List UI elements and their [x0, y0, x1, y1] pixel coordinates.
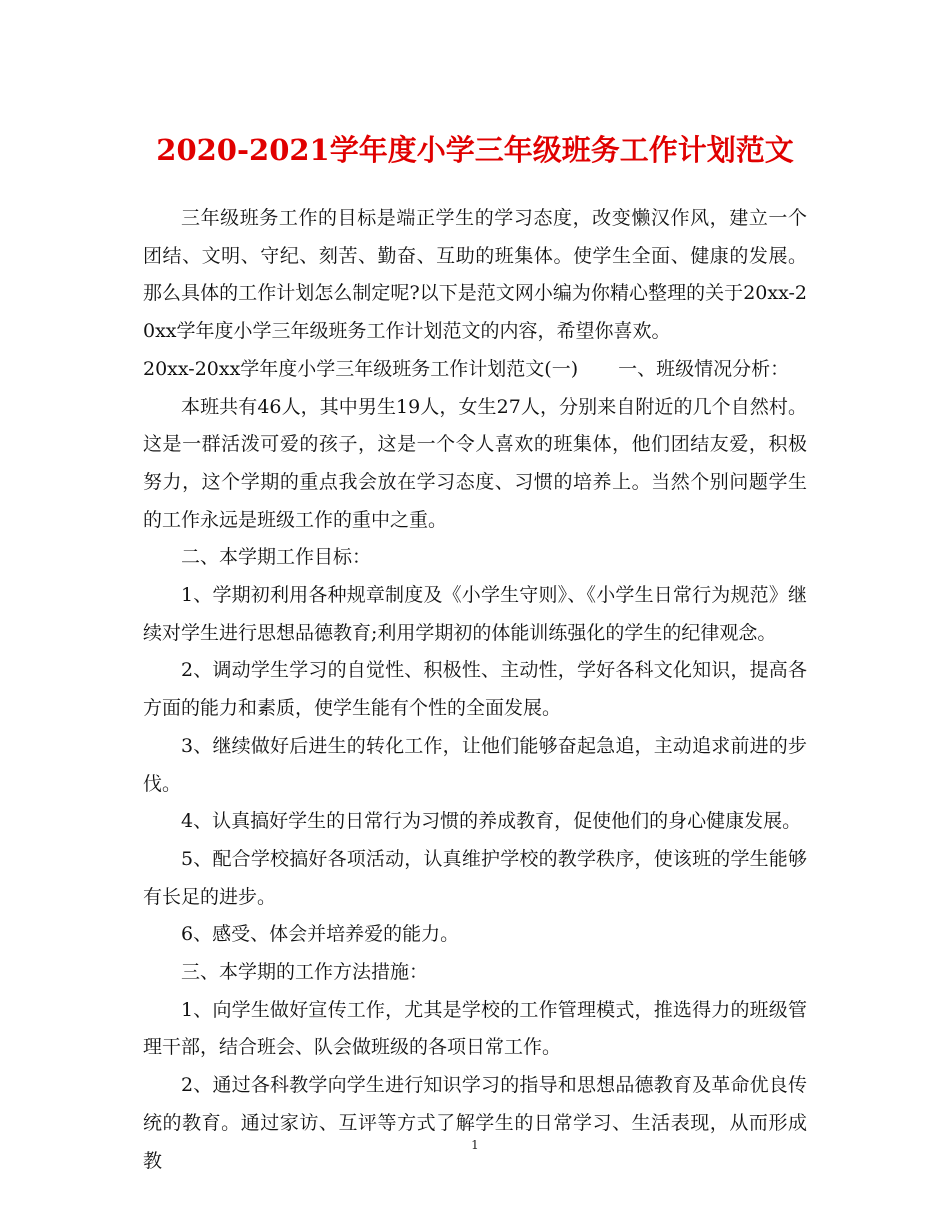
goal-item-3: 3、继续做好后进生的转化工作，让他们能够奋起急追，主动追求前进的步伐。 [143, 734, 807, 795]
class-info-paragraph: 本班共有46人，其中男生19人，女生27人，分别来自附近的几个自然村。这是一群活泼可爱的孩子，这是一个令人喜欢的班集体，他们团结友爱，积极努力，这个学期的重点我会放在学习态度、习惯的培养上。当然个别问题学生的工作永远是班级工作的重中之重。 [143, 395, 807, 531]
page-number: 1 [471, 1138, 479, 1152]
section-subtitle-line [143, 351, 807, 389]
method-item-1: 1、向学生做好宣传工作，尤其是学校的工作管理模式，推选得力的班级管理干部，结合班会、队会做班级的各项日常工作。 [143, 998, 807, 1059]
goal-item-6: 6、感受、体会并培养爱的能力。 [181, 923, 460, 946]
method-item-2: 2、通过各科教学向学生进行知识学习的指导和思想品德教育及革命优良传统的教育。通过家访、互评等方式了解学生的日常学习、生活表现，从而形成教 [143, 1074, 807, 1172]
goals-heading: 二、本学期工作目标： [181, 546, 372, 569]
methods-heading: 三、本学期的工作方法措施： [181, 961, 429, 984]
goal-item-4: 4、认真搞好学生的日常行为习惯的养成教育，促使他们的身心健康发展。 [181, 810, 802, 833]
goal-item-1: 1、学期初利用各种规章制度及《小学生守则》、《小学生日常行为规范》继续对学生进行思想品德教育;利用学期初的体能训练强化的学生的纪律观念。 [143, 584, 807, 644]
subtitle-part-1: 20xx-20xx学年度小学三年级班务工作计划范文(一) [143, 357, 579, 380]
goal-item-2: 2、调动学生学习的自觉性、积极性、主动性，学好各科文化知识，提高各方面的能力和素质，使学生能有个性的全面发展。 [143, 659, 807, 720]
document-body [143, 200, 807, 1180]
goal-item-5: 5、配合学校搞好各项活动，认真维护学校的教学秩序，使该班的学生能够有长足的进步。 [143, 847, 807, 908]
subtitle-part-2: 一、班级情况分析： [618, 357, 790, 380]
intro-paragraph: 三年级班务工作的目标是端正学生的学习态度，改变懒汉作风，建立一个团结、文明、守纪、刻苦、勤奋、互助的班集体。使学生全面、健康的发展。那么具体的工作计划怎么制定呢?以下是范文网小编为你精心整理的关于20xx-20xx学年度小学三年级班务工作计划范文的内容，希望你喜欢。 [143, 207, 807, 343]
document-title: 2020-2021学年度小学三年级班务工作计划范文 [156, 133, 794, 167]
